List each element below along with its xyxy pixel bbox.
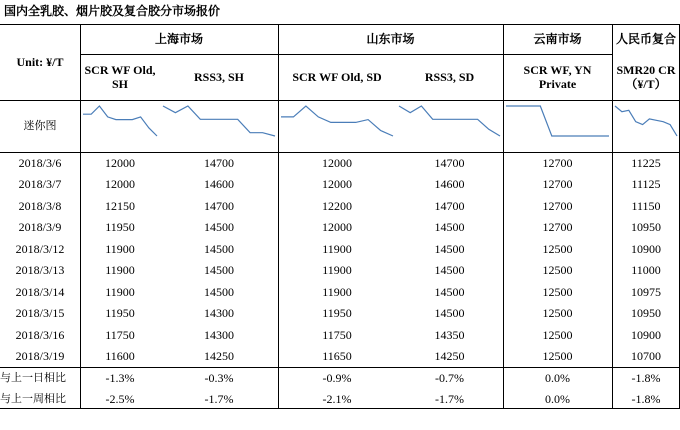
unit-label: Unit: ¥/T bbox=[16, 55, 64, 69]
column-header: RSS3, SD bbox=[424, 70, 475, 84]
table-rule bbox=[80, 54, 612, 55]
change-cell: -1.8% bbox=[631, 370, 661, 385]
table-rule bbox=[0, 367, 680, 368]
price-cell: 14700 bbox=[204, 155, 234, 170]
date-cell: 2018/3/14 bbox=[15, 284, 65, 299]
change-cell: -0.7% bbox=[435, 370, 464, 385]
price-cell: 11600 bbox=[105, 349, 135, 364]
price-cell: 14700 bbox=[204, 198, 234, 213]
price-cell: 12500 bbox=[542, 327, 573, 342]
price-cell: 11900 bbox=[105, 284, 135, 299]
sparkline-series bbox=[281, 106, 393, 136]
date-cell: 2018/3/13 bbox=[15, 263, 65, 278]
price-cell: 11650 bbox=[322, 349, 352, 364]
change-cell: -1.7% bbox=[435, 391, 464, 406]
price-cell: 12000 bbox=[322, 155, 352, 170]
date-cell: 2018/3/8 bbox=[18, 198, 62, 213]
change-cell: 0.0% bbox=[545, 370, 570, 385]
price-cell: 14250 bbox=[434, 349, 465, 364]
price-cell: 11900 bbox=[322, 284, 352, 299]
date-cell: 2018/3/6 bbox=[18, 155, 62, 170]
price-cell: 11900 bbox=[322, 241, 352, 256]
price-cell: 11900 bbox=[105, 263, 135, 278]
price-cell: 14500 bbox=[434, 306, 465, 321]
price-cell: 11900 bbox=[322, 263, 352, 278]
price-cell: 12700 bbox=[542, 155, 573, 170]
change-cell: -0.3% bbox=[204, 370, 234, 385]
comparison-label: 与上一日相比 bbox=[0, 370, 66, 384]
price-cell: 12000 bbox=[322, 177, 352, 192]
price-cell: 11125 bbox=[631, 177, 661, 192]
price-cell: 12500 bbox=[542, 263, 573, 278]
comparison-label: 与上一周相比 bbox=[0, 391, 66, 405]
column-header: SMR20 CR（¥/T） bbox=[616, 63, 676, 91]
price-cell: 14600 bbox=[204, 177, 234, 192]
price-cell: 12000 bbox=[105, 155, 135, 170]
price-cell: 12500 bbox=[542, 306, 573, 321]
column-header: RSS3, SH bbox=[193, 70, 245, 84]
change-cell: -2.5% bbox=[105, 391, 135, 406]
price-cell: 12200 bbox=[322, 198, 352, 213]
page-title: 国内全乳胶、烟片胶及复合胶分市场报价 bbox=[4, 4, 221, 18]
sparkline-series bbox=[399, 106, 500, 136]
mini-chart-label: 迷你图 bbox=[23, 119, 57, 132]
price-cell: 14500 bbox=[434, 220, 465, 235]
price-cell: 12700 bbox=[542, 220, 573, 235]
column-header: SCR WF Old, SD bbox=[292, 70, 382, 84]
price-cell: 12000 bbox=[322, 220, 352, 235]
price-cell: 11000 bbox=[631, 263, 661, 278]
date-cell: 2018/3/12 bbox=[15, 241, 65, 256]
price-cell: 14500 bbox=[204, 284, 234, 299]
change-cell: -0.9% bbox=[322, 370, 352, 385]
column-header: SCR WF, YN Private bbox=[523, 63, 592, 91]
sparkline bbox=[614, 104, 678, 138]
price-cell: 14500 bbox=[204, 241, 234, 256]
price-cell: 14350 bbox=[434, 327, 465, 342]
price-cell: 11150 bbox=[631, 198, 661, 213]
price-cell: 12000 bbox=[105, 177, 135, 192]
price-cell: 12500 bbox=[542, 284, 573, 299]
price-cell: 14500 bbox=[204, 220, 234, 235]
table-rule bbox=[0, 24, 680, 25]
date-cell: 2018/3/16 bbox=[15, 327, 65, 342]
price-cell: 10700 bbox=[631, 349, 661, 364]
table-rule bbox=[612, 24, 613, 409]
change-cell: -2.1% bbox=[322, 391, 352, 406]
table-rule bbox=[0, 152, 680, 153]
price-cell: 14700 bbox=[434, 198, 465, 213]
price-cell: 14500 bbox=[434, 284, 465, 299]
market-group-header: 上海市场 bbox=[154, 32, 203, 46]
price-cell: 10900 bbox=[631, 327, 661, 342]
sparkline bbox=[162, 104, 276, 138]
table-rule bbox=[0, 408, 680, 409]
sparkline bbox=[280, 104, 394, 138]
market-group-header: 人民币复合 bbox=[615, 32, 676, 46]
table-rule bbox=[278, 24, 279, 409]
table-rule bbox=[80, 24, 81, 409]
sparkline-series bbox=[615, 106, 677, 136]
price-cell: 12700 bbox=[542, 177, 573, 192]
price-cell: 11950 bbox=[105, 220, 135, 235]
price-cell: 14500 bbox=[434, 263, 465, 278]
price-cell: 11900 bbox=[105, 241, 135, 256]
price-cell: 11750 bbox=[105, 327, 135, 342]
price-cell: 14500 bbox=[204, 263, 234, 278]
date-cell: 2018/3/15 bbox=[15, 306, 65, 321]
market-group-header: 山东市场 bbox=[366, 32, 415, 46]
date-cell: 2018/3/9 bbox=[18, 220, 62, 235]
change-cell: -1.3% bbox=[105, 370, 135, 385]
sparkline-series bbox=[163, 106, 275, 136]
price-cell: 14300 bbox=[204, 327, 234, 342]
price-cell: 11950 bbox=[322, 306, 352, 321]
change-cell: -1.8% bbox=[631, 391, 661, 406]
price-cell: 12150 bbox=[105, 198, 135, 213]
price-cell: 14600 bbox=[434, 177, 465, 192]
date-cell: 2018/3/19 bbox=[15, 349, 65, 364]
price-cell: 10975 bbox=[631, 284, 661, 299]
price-cell: 12500 bbox=[542, 241, 573, 256]
price-cell: 10950 bbox=[631, 306, 661, 321]
date-cell: 2018/3/7 bbox=[18, 177, 62, 192]
price-cell: 11950 bbox=[105, 306, 135, 321]
price-cell: 11750 bbox=[322, 327, 352, 342]
sparkline-series bbox=[83, 106, 157, 136]
price-cell: 14700 bbox=[434, 155, 465, 170]
sparkline bbox=[82, 104, 158, 138]
column-header: SCR WF Old, SH bbox=[84, 63, 156, 91]
sparkline-series bbox=[506, 106, 609, 136]
price-cell: 12700 bbox=[542, 198, 573, 213]
sparkline bbox=[398, 104, 501, 138]
price-cell: 12500 bbox=[542, 349, 573, 364]
change-cell: -1.7% bbox=[204, 391, 234, 406]
price-cell: 10950 bbox=[631, 220, 661, 235]
price-table bbox=[0, 24, 680, 430]
table-rule bbox=[503, 24, 504, 409]
price-cell: 14250 bbox=[204, 349, 234, 364]
price-cell: 11225 bbox=[631, 155, 661, 170]
sparkline bbox=[505, 104, 610, 138]
price-cell: 14500 bbox=[434, 241, 465, 256]
market-group-header: 云南市场 bbox=[533, 32, 582, 46]
change-cell: 0.0% bbox=[545, 391, 570, 406]
price-cell: 10900 bbox=[631, 241, 661, 256]
table-rule bbox=[0, 100, 680, 101]
price-cell: 14300 bbox=[204, 306, 234, 321]
